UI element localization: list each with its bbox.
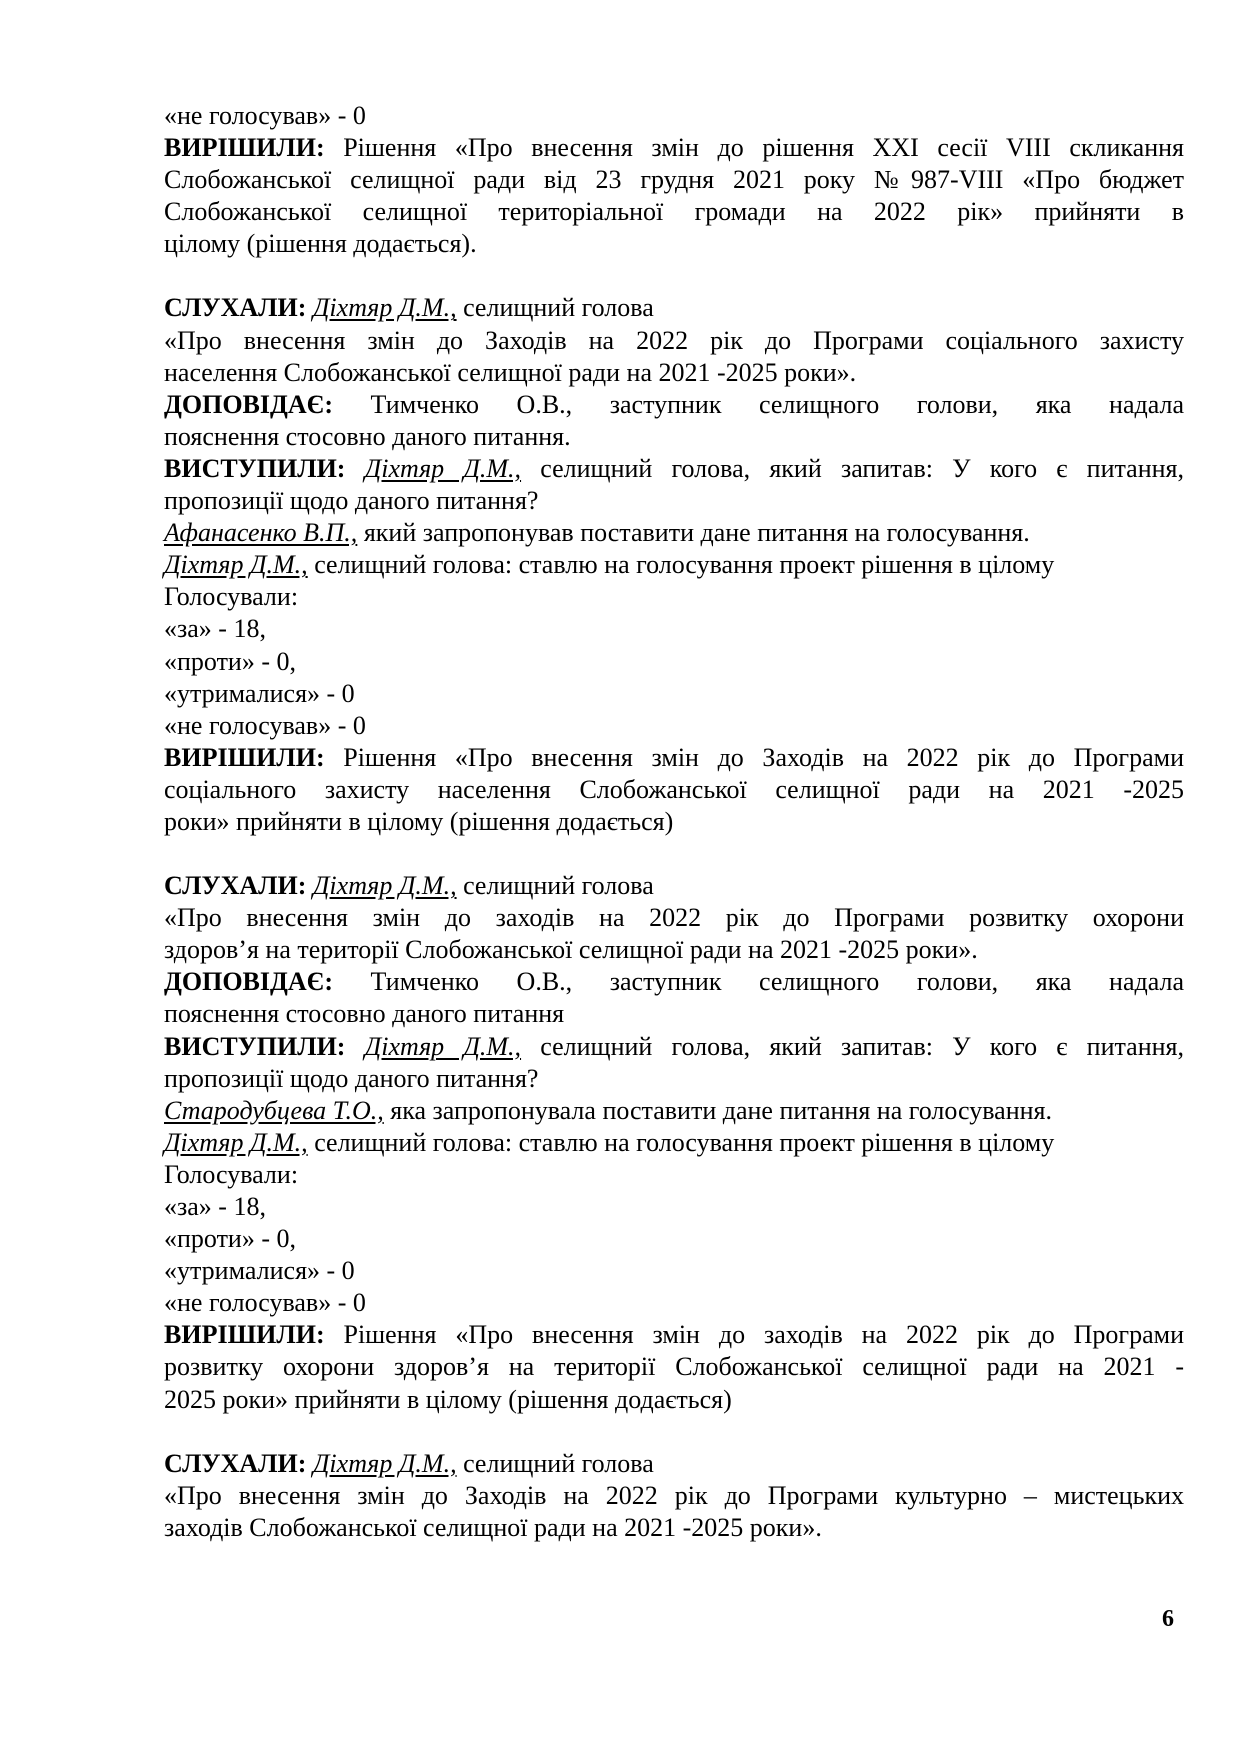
decided-label: ВИРІШИЛИ: bbox=[164, 1320, 325, 1350]
vote-abstained: «утрималися» - 0 bbox=[164, 1256, 355, 1286]
decided-label: ВИРІШИЛИ: bbox=[164, 133, 325, 163]
decision-text: Слобожанської селищної територіальної громади на 2022 рік» прийняти в bbox=[164, 197, 1184, 227]
spoke-text: селищний голова, який запитав: У кого є питання, bbox=[521, 453, 1184, 483]
speaker-name: Діхтяр Д.М., bbox=[364, 453, 522, 483]
heard-label: СЛУХАЛИ: bbox=[164, 871, 307, 901]
speaker-name: Діхтяр Д.М., bbox=[364, 1031, 522, 1061]
decision-text: цілому (рішення додається). bbox=[164, 229, 477, 259]
report-text: пояснення стосовно даного питання bbox=[164, 999, 565, 1029]
decision-text: соціального захисту населення Слобожанської селищної ради на 2021 -2025 bbox=[164, 774, 1184, 804]
decision-text: 2025 роки» прийняти в цілому (рішення додається) bbox=[164, 1384, 732, 1414]
vote-against: «проти» - 0, bbox=[164, 1224, 297, 1254]
spoke-text: селищний голова, який запитав: У кого є питання, bbox=[521, 1031, 1184, 1061]
document-page bbox=[164, 100, 1184, 1544]
speaker-name: Діхтяр Д.М., bbox=[312, 871, 457, 901]
decided-label: ВИРІШИЛИ: bbox=[164, 742, 325, 772]
spoke-text: пропозиції щодо даного питання? bbox=[164, 486, 539, 516]
decision-text: Рішення «Про внесення змін до заходів на 2022 рік до Програми bbox=[324, 1320, 1184, 1350]
vote-not-voted: «не голосував» - 0 bbox=[164, 710, 366, 740]
report-label: ДОПОВІДАЄ: bbox=[164, 389, 333, 419]
page-number: 6 bbox=[1162, 1606, 1174, 1632]
speaker-role: селищний голова bbox=[456, 871, 654, 901]
speaker-name: Діхтяр Д.М., bbox=[312, 293, 457, 323]
put-to-vote-text: селищний голова: ставлю на голосування проект рішення в цілому bbox=[307, 1127, 1055, 1157]
speaker-name: Стародубцева Т.О., bbox=[164, 1095, 384, 1125]
vote-not-voted: «не голосував» - 0 bbox=[164, 101, 366, 130]
vote-against: «проти» - 0, bbox=[164, 646, 297, 676]
spoke-label: ВИСТУПИЛИ: bbox=[164, 1031, 346, 1061]
heard-label: СЛУХАЛИ: bbox=[164, 1448, 307, 1478]
report-text: Тимченко О.В., заступник селищного голови, яка надала bbox=[332, 389, 1184, 419]
topic-text: «Про внесення змін до Заходів на 2022 рік до Програми соціального захисту bbox=[164, 325, 1184, 355]
speaker-name: Афанасенко В.П., bbox=[164, 518, 358, 548]
topic-text: «Про внесення змін до Заходів на 2022 рік до Програми культурно – мистецьких bbox=[164, 1480, 1184, 1510]
proposal-text: який запропонував поставити дане питання на голосування. bbox=[357, 518, 1030, 548]
spoke-label: ВИСТУПИЛИ: bbox=[164, 453, 346, 483]
topic-text: здоров’я на території Слобожанської селищної ради на 2021 -2025 роки». bbox=[164, 935, 978, 965]
topic-text: заходів Слобожанської селищної ради на 2021 -2025 роки». bbox=[164, 1512, 822, 1542]
spoke-text: пропозиції щодо даного питання? bbox=[164, 1063, 539, 1093]
decision-text: розвитку охорони здоров’я на території Слобожанської селищної ради на 2021 - bbox=[164, 1352, 1184, 1382]
agenda-item-culture bbox=[164, 1448, 1184, 1544]
decision-block bbox=[164, 132, 1184, 260]
vote-abstained: «утрималися» - 0 bbox=[164, 678, 355, 708]
speaker-name: Діхтяр Д.М., bbox=[164, 550, 308, 580]
vote-for: «за» - 18, bbox=[164, 614, 266, 644]
voted-label: Голосували: bbox=[164, 582, 299, 612]
put-to-vote-text: селищний голова: ставлю на голосування проект рішення в цілому bbox=[307, 550, 1055, 580]
report-label: ДОПОВІДАЄ: bbox=[164, 967, 333, 997]
speaker-role: селищний голова bbox=[456, 1448, 654, 1478]
agenda-item-healthcare bbox=[164, 870, 1184, 1416]
speaker-role: селищний голова bbox=[456, 293, 654, 323]
speaker-name: Діхтяр Д.М., bbox=[164, 1127, 308, 1157]
report-text: пояснення стосовно даного питання. bbox=[164, 421, 571, 451]
report-text: Тимченко О.В., заступник селищного голови, яка надала bbox=[332, 967, 1184, 997]
decision-text: Слобожанської селищної ради від 23 грудня 2021 року №987-VIII «Про бюджет bbox=[164, 165, 1184, 195]
topic-text: населення Слобожанської селищної ради на 2021 -2025 роки». bbox=[164, 357, 857, 387]
heard-label: СЛУХАЛИ: bbox=[164, 293, 307, 323]
decision-text: Рішення «Про внесення змін до Заходів на 2022 рік до Програми bbox=[324, 742, 1184, 772]
decision-text: Рішення «Про внесення змін до рішення XXI сесії VIII скликання bbox=[324, 133, 1184, 163]
decision-text: роки» прийняти в цілому (рішення додається) bbox=[164, 806, 674, 836]
speaker-name: Діхтяр Д.М., bbox=[312, 1448, 457, 1478]
voted-label: Голосували: bbox=[164, 1159, 299, 1189]
agenda-item-social-protection bbox=[164, 292, 1184, 838]
vote-not-voted: «не голосував» - 0 bbox=[164, 1288, 366, 1318]
vote-for: «за» - 18, bbox=[164, 1192, 266, 1221]
proposal-text: яка запропонувала поставити дане питання на голосування. bbox=[383, 1095, 1052, 1125]
topic-text: «Про внесення змін до заходів на 2022 рік до Програми розвитку охорони bbox=[164, 903, 1184, 933]
